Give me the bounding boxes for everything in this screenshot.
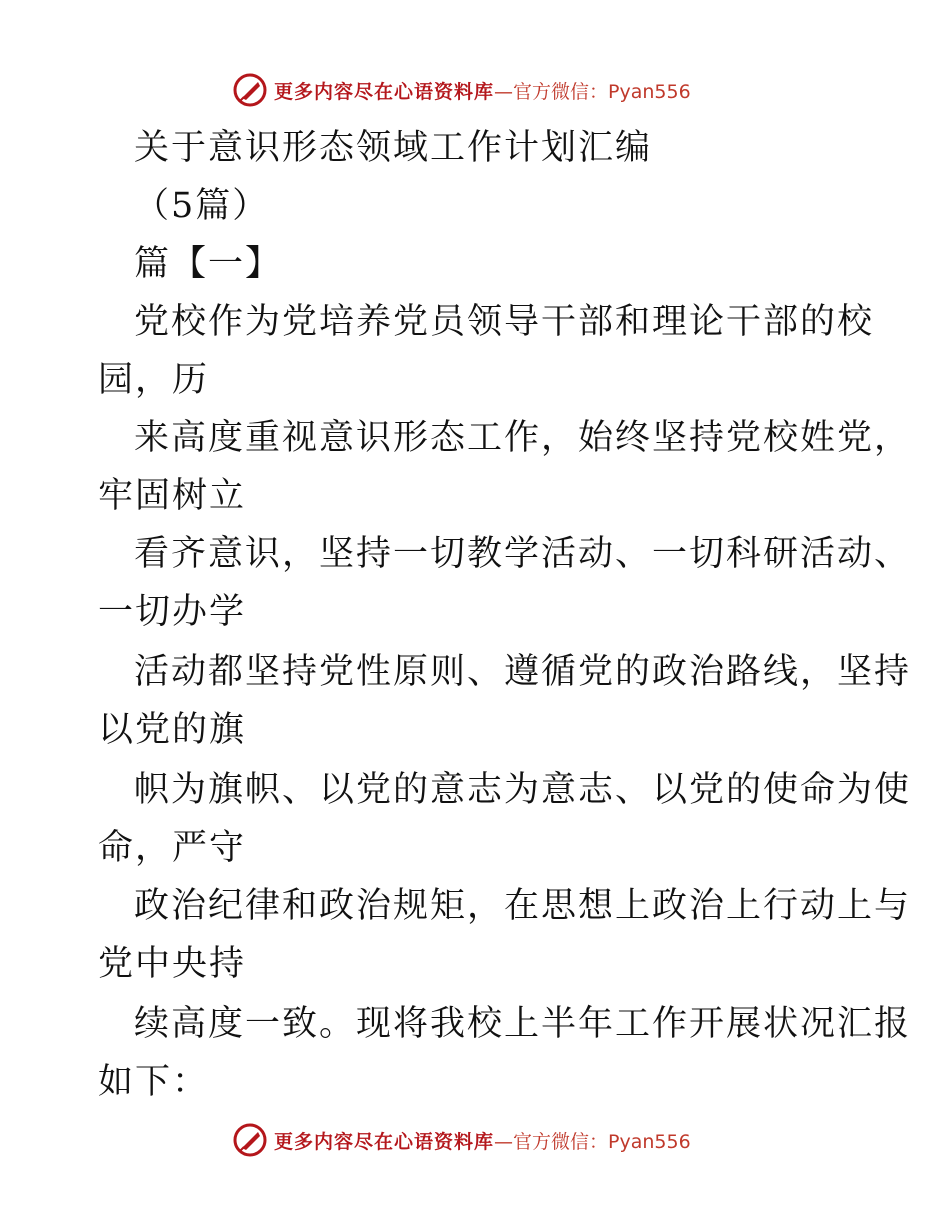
banner-main-text: 更多内容尽在心语资料库: [274, 1130, 495, 1153]
paragraph-line: 政治纪律和政治规矩，在思想上政治上行动上与: [134, 886, 912, 926]
paragraph-line: 看齐意识，坚持一切教学活动、一切科研活动、: [134, 534, 912, 574]
paragraph-line: 一切办学: [98, 592, 247, 632]
paragraph-line: 园，历: [98, 360, 210, 400]
red-quill-logo-icon: [232, 72, 268, 108]
paragraph-line: 牢固树立: [98, 476, 247, 516]
document-title: 关于意识形态领域工作计划汇编: [134, 128, 653, 168]
section-heading: 篇【一】: [134, 244, 283, 284]
paragraph-line: 以党的旗: [98, 710, 247, 750]
paragraph-line: 如下：: [98, 1062, 210, 1102]
paragraph-line: 党中央持: [98, 944, 247, 984]
paragraph-line: 续高度一致。现将我校上半年工作开展状况汇报: [134, 1004, 912, 1044]
paragraph-line: 帜为旗帜、以党的意志为意志、以党的使命为使: [134, 770, 912, 810]
paragraph-line: 命，严守: [98, 828, 247, 868]
paragraph-line: 活动都坚持党性原则、遵循党的政治路线，坚持: [134, 652, 912, 692]
header-banner: [232, 72, 691, 108]
banner-main-text: 更多内容尽在心语资料库: [274, 80, 495, 103]
banner-sub-text: —官方微信：Pyan556: [494, 1130, 691, 1153]
banner-sub-text: —官方微信：Pyan556: [494, 80, 691, 103]
paragraph-line: 党校作为党培养党员领导干部和理论干部的校: [134, 302, 875, 342]
red-quill-logo-icon: [232, 1122, 268, 1158]
document-subtitle: （5篇）: [134, 186, 270, 226]
paragraph-line: 来高度重视意识形态工作，始终坚持党校姓党，: [134, 418, 912, 458]
footer-banner: [232, 1122, 691, 1158]
